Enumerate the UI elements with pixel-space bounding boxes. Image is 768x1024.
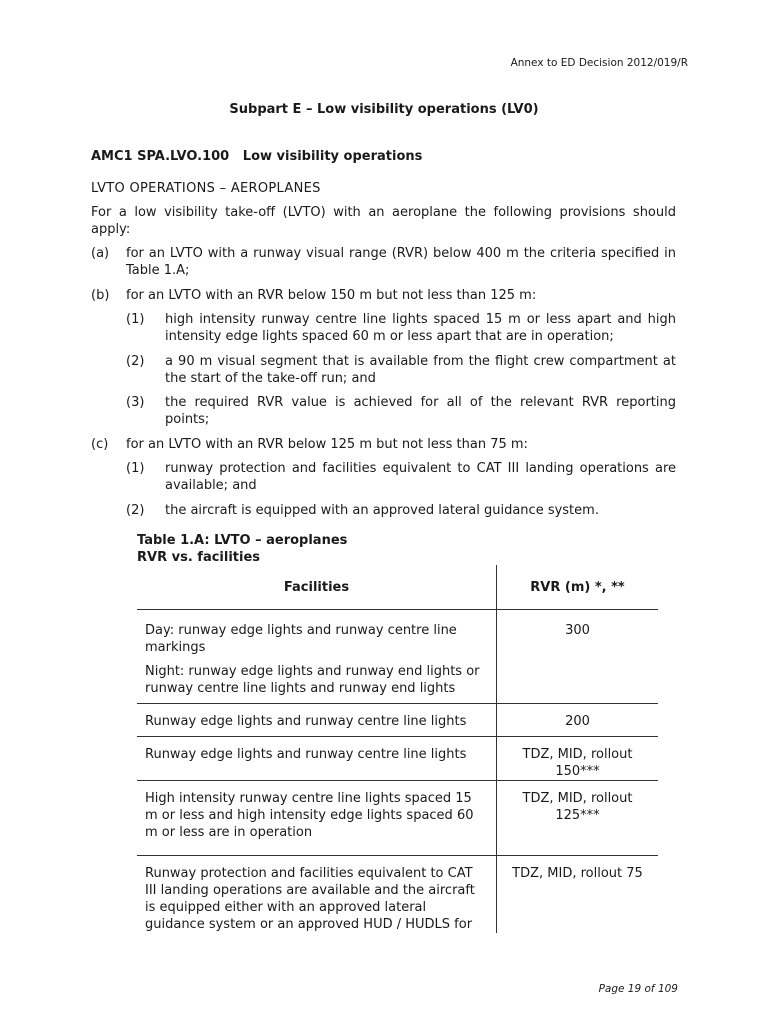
list-item-text: high intensity runway centre line lights spaced 15 m or less apart and high intensity edge lights spaced 60 m or less apart that are in operation;: [165, 312, 676, 344]
facility-cell: Runway edge lights and runway centre line lights: [137, 737, 497, 781]
intro-paragraph: For a low visibility take-off (LVTO) with an aeroplane the following provisions should apply:: [91, 205, 676, 237]
table-row: [137, 781, 658, 856]
facility-cell: Runway edge lights and runway centre line lights: [137, 704, 497, 737]
table-row: [137, 856, 658, 934]
subpart-title: Subpart E – Low visibility operations (LV0): [229, 102, 539, 117]
list-item-c2: [126, 502, 676, 519]
column-header-facilities: Facilities: [137, 565, 497, 610]
list-item-b2: [126, 353, 676, 387]
table-caption-title: Table 1.A: LVTO – aeroplanes: [137, 533, 348, 548]
rvr-cell: TDZ, MID, rollout 150***: [497, 737, 659, 781]
table-caption-subtitle: RVR vs. facilities: [137, 550, 261, 565]
list-item-label: (2): [126, 354, 145, 369]
document-reference: Annex to ED Decision 2012/019/R: [510, 57, 688, 69]
list-item-label: (b): [91, 288, 110, 303]
table-row: [137, 610, 658, 704]
rvr-cell: 200: [497, 704, 659, 737]
list-item-b1: [126, 311, 676, 345]
rvr-cell: TDZ, MID, rollout 75: [497, 856, 659, 934]
table-row: [137, 704, 658, 737]
rvr-cell: 300: [497, 610, 659, 704]
list-item-c1: [126, 460, 676, 494]
list-item-text: for an LVTO with an RVR below 125 m but not less than 75 m:: [126, 437, 528, 452]
list-item-label: (a): [91, 246, 110, 261]
list-item-label: (3): [126, 395, 145, 410]
list-item-label: (1): [126, 312, 145, 327]
list-item-b3: [126, 394, 676, 428]
list-item-text: the required RVR value is achieved for all of the relevant RVR reporting points;: [165, 395, 676, 427]
list-item-label: (1): [126, 461, 145, 476]
column-header-rvr: RVR (m) *, **: [497, 565, 659, 610]
facilities-table: [137, 565, 658, 933]
table-caption: [137, 532, 347, 566]
facility-text-night: Night: runway edge lights and runway end lights or runway centre line lights and runway end lights: [145, 664, 480, 696]
list-item-b: [91, 287, 676, 304]
amc-title: AMC1 SPA.LVO.100 Low visibility operations: [91, 149, 423, 164]
facility-cell: [137, 610, 497, 704]
table-header-row: [137, 565, 658, 610]
facility-text-day: Day: runway edge lights and runway centre line markings: [145, 623, 457, 655]
list-item-a: [91, 245, 676, 279]
section-heading: LVTO OPERATIONS – AEROPLANES: [91, 181, 321, 196]
list-item-c: [91, 436, 676, 453]
page-number: Page 19 of 109: [598, 983, 678, 995]
list-item-text: for an LVTO with an RVR below 150 m but not less than 125 m:: [126, 288, 537, 303]
list-item-label: (2): [126, 503, 145, 518]
list-item-label: (c): [91, 437, 109, 452]
list-item-text: the aircraft is equipped with an approved lateral guidance system.: [165, 503, 599, 518]
facility-cell: High intensity runway centre line lights spaced 15 m or less and high intensity edge lights spaced 60 m or less are in operation: [137, 781, 497, 856]
rvr-cell: TDZ, MID, rollout 125***: [497, 781, 659, 856]
facility-cell: Runway protection and facilities equivalent to CAT III landing operations are available and the aircraft is equipped either with an approved lateral guidance system or an approved HUD / HUDLS for: [137, 856, 497, 934]
list-item-text: runway protection and facilities equivalent to CAT III landing operations are available; and: [165, 461, 676, 493]
table-row: [137, 737, 658, 781]
list-item-text: a 90 m visual segment that is available from the flight crew compartment at the start of the take-off run; and: [165, 354, 676, 386]
list-item-text: for an LVTO with a runway visual range (RVR) below 400 m the criteria specified in Table 1.A;: [126, 246, 676, 278]
